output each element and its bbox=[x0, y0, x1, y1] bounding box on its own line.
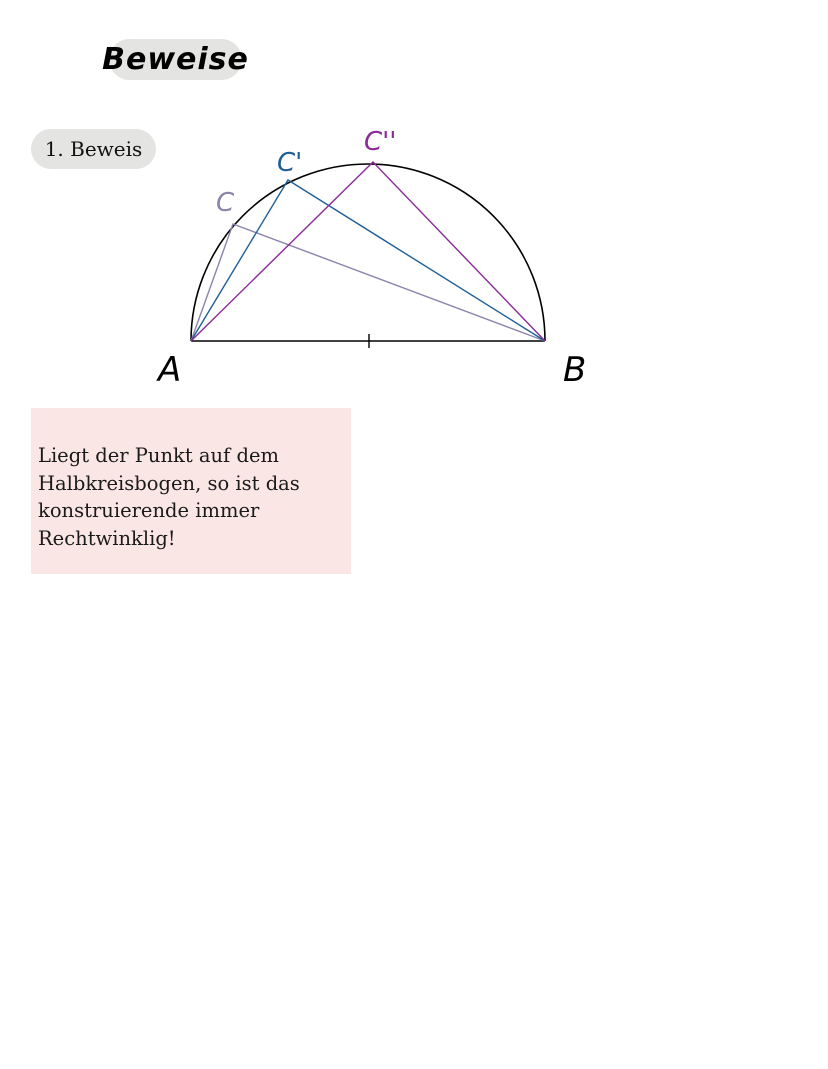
thales-figure bbox=[0, 0, 828, 420]
section-heading: 1. Beweis bbox=[31, 129, 156, 169]
label-c-prime: C' bbox=[277, 148, 303, 178]
note-text: Liegt der Punkt auf dem Halbkreisbogen, so ist das konstruierende immer Rechtwinklig! bbox=[38, 444, 300, 550]
triangle-c-prime bbox=[191, 180, 545, 341]
note-box bbox=[31, 408, 351, 574]
triangle-c-double-prime bbox=[191, 162, 545, 341]
label-a: A bbox=[158, 350, 182, 390]
triangle-c bbox=[191, 224, 545, 341]
page-title: Beweise bbox=[109, 39, 242, 80]
label-c-double-prime: C'' bbox=[364, 127, 397, 157]
label-c: C bbox=[216, 188, 235, 218]
label-b: B bbox=[563, 350, 587, 390]
